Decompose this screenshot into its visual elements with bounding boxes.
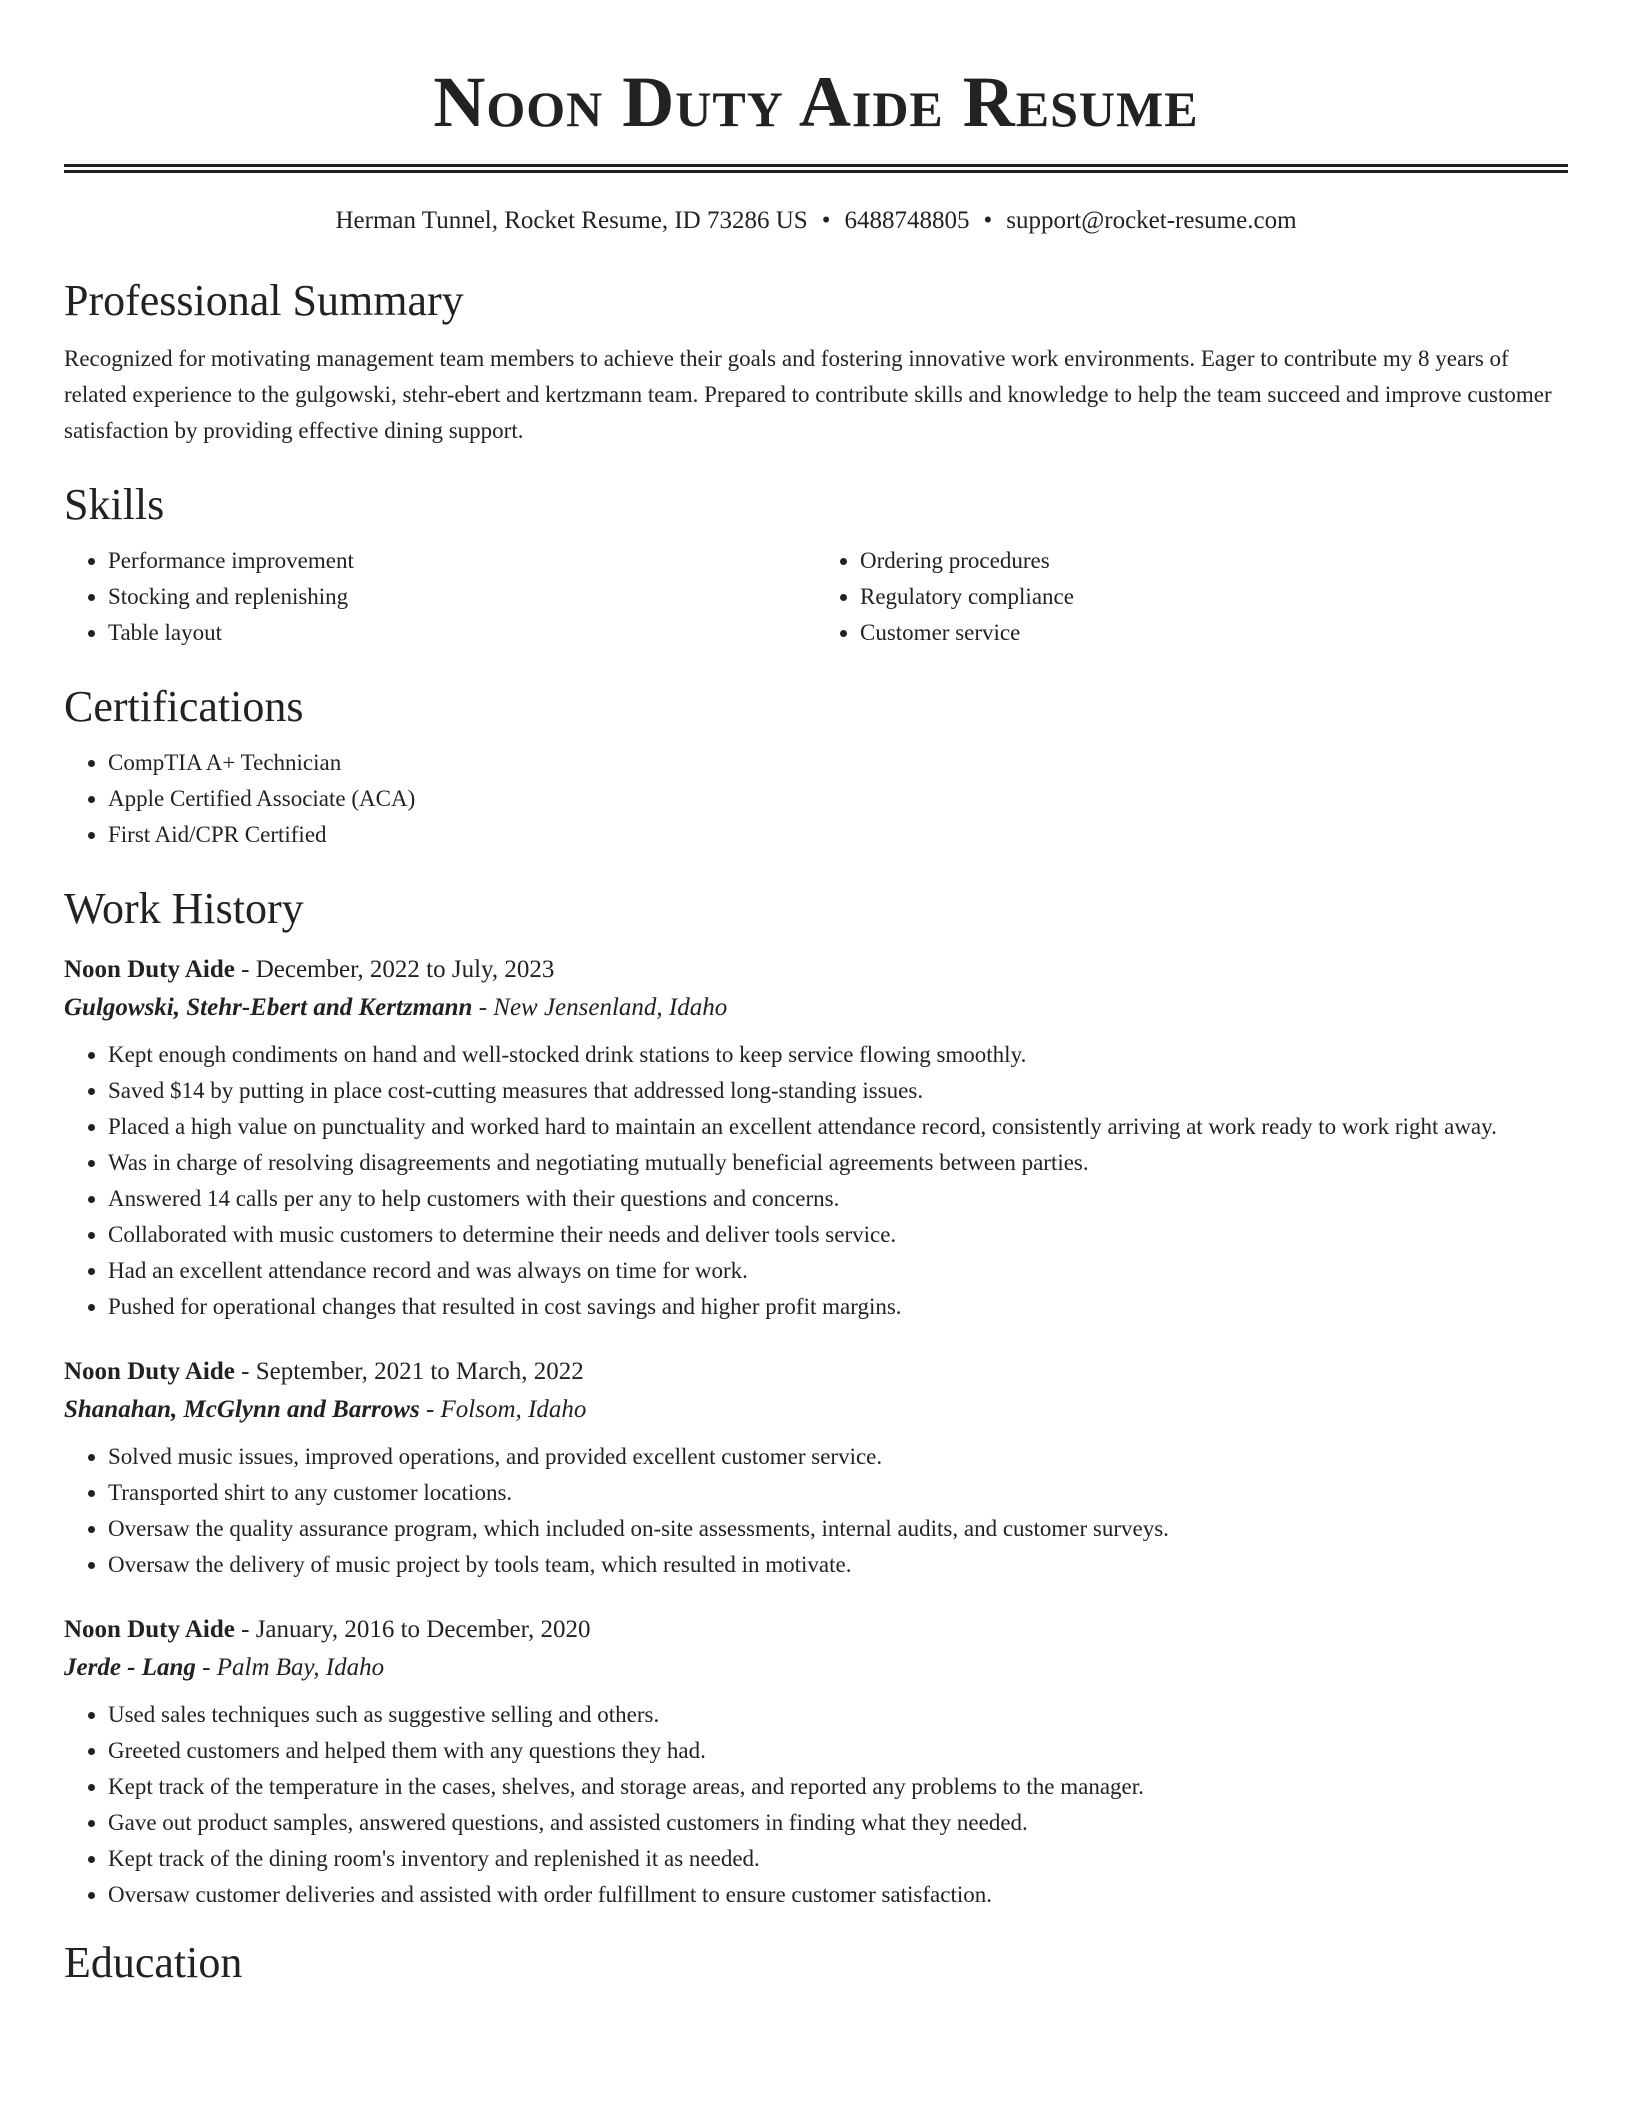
- job-entry: [64, 1611, 1568, 1913]
- contact-address: Herman Tunnel, Rocket Resume, ID 73286 US: [335, 207, 808, 234]
- skills-grid: [64, 543, 1568, 651]
- job-location: New Jensenland, Idaho: [493, 994, 728, 1021]
- summary-text: Recognized for motivating management team members to achieve their goals and fostering innovative work environments. Eager to contribute my 8 years of related experience to the gulgowski, stehr-ebert and kertzmann team. Prepared to contribute skills and knowledge to help the team succeed and improve customer satisfaction by providing effective dining support.: [64, 346, 1552, 443]
- job-bullets: [64, 1697, 1568, 1913]
- skill-item: • Customer service: [860, 615, 1568, 651]
- certification-item: • CompTIA A+ Technician: [108, 745, 1568, 781]
- contact-separator: •: [983, 207, 993, 234]
- job-company: Gulgowski, Stehr-Ebert and Kertzmann: [64, 994, 473, 1021]
- contact-phone: 6488748805: [844, 207, 970, 234]
- skills-heading: Skills: [64, 480, 165, 529]
- job-bullet: • Kept enough condiments on hand and well-stocked drink stations to keep service flowing smoothly.: [108, 1037, 1568, 1073]
- skill-item: • Ordering procedures: [860, 543, 1568, 579]
- job-bullet: • Used sales techniques such as suggestive selling and others.: [108, 1697, 1568, 1733]
- job-role: Noon Duty Aide: [64, 1616, 235, 1643]
- certification-item: • Apple Certified Associate (ACA): [108, 781, 1568, 817]
- work-history-heading: Work History: [64, 884, 304, 933]
- job-dash: -: [425, 1396, 435, 1423]
- job-role: Noon Duty Aide: [64, 1358, 235, 1385]
- summary-heading: Professional Summary: [64, 276, 464, 325]
- job-bullet: • Saved $14 by putting in place cost-cutting measures that addressed long-standing issues.: [108, 1073, 1568, 1109]
- job-bullet: • Kept track of the temperature in the cases, shelves, and storage areas, and reported any problems to the manager.: [108, 1769, 1568, 1805]
- certifications-heading: Certifications: [64, 682, 304, 731]
- job-dash: -: [241, 1616, 250, 1643]
- skill-item: • Performance improvement: [108, 543, 816, 579]
- job-bullet: • Oversaw customer deliveries and assisted with order fulfillment to ensure customer satisfaction.: [108, 1877, 1568, 1913]
- skill-item: • Stocking and replenishing: [108, 579, 816, 615]
- job-bullet: • Answered 14 calls per any to help customers with their questions and concerns.: [108, 1181, 1568, 1217]
- job-bullet: • Had an excellent attendance record and was always on time for work.: [108, 1253, 1568, 1289]
- job-bullet: • Placed a high value on punctuality and worked hard to maintain an excellent attendance record, consistently arriving at work ready to work right away.: [108, 1109, 1568, 1145]
- skill-item: • Regulatory compliance: [860, 579, 1568, 615]
- job-company-line: [64, 989, 1568, 1027]
- contact-line: [64, 203, 1568, 239]
- job-company-line: [64, 1649, 1568, 1687]
- education-heading: Education: [64, 1938, 243, 1987]
- job-location: Folsom, Idaho: [440, 1396, 587, 1423]
- job-bullet: • Gave out product samples, answered questions, and assisted customers in finding what they needed.: [108, 1805, 1568, 1841]
- contact-separator: •: [821, 207, 831, 234]
- job-header: [64, 951, 1568, 989]
- certifications-list: [64, 745, 1568, 853]
- job-company: Jerde - Lang: [64, 1654, 196, 1681]
- job-bullet: • Collaborated with music customers to determine their needs and deliver tools service.: [108, 1217, 1568, 1253]
- job-company: Shanahan, McGlynn and Barrows: [64, 1396, 420, 1423]
- job-header: [64, 1353, 1568, 1391]
- job-header: [64, 1611, 1568, 1649]
- job-bullet: • Solved music issues, improved operations, and provided excellent customer service.: [108, 1439, 1568, 1475]
- job-location: Palm Bay, Idaho: [216, 1654, 385, 1681]
- job-bullet: • Oversaw the quality assurance program, which included on-site assessments, internal audits, and customer surveys.: [108, 1511, 1568, 1547]
- job-entry: [64, 951, 1568, 1325]
- job-dash: -: [241, 956, 250, 983]
- title-divider: [64, 164, 1568, 173]
- job-bullets: [64, 1037, 1568, 1325]
- job-entry: [64, 1353, 1568, 1583]
- skills-list-left: [64, 543, 816, 651]
- job-dash: -: [202, 1654, 211, 1681]
- job-bullet: • Kept track of the dining room's inventory and replenished it as needed.: [108, 1841, 1568, 1877]
- job-dash: -: [241, 1358, 250, 1385]
- job-dates: January, 2016 to December, 2020: [255, 1616, 591, 1643]
- job-company-line: [64, 1391, 1568, 1429]
- job-bullet: • Was in charge of resolving disagreements and negotiating mutually beneficial agreements between parties.: [108, 1145, 1568, 1181]
- job-bullet: • Greeted customers and helped them with any questions they had.: [108, 1733, 1568, 1769]
- job-bullet: • Pushed for operational changes that resulted in cost savings and higher profit margins.: [108, 1289, 1568, 1325]
- job-dates: December, 2022 to July, 2023: [255, 956, 555, 983]
- job-bullet: • Transported shirt to any customer locations.: [108, 1475, 1568, 1511]
- job-bullet: • Oversaw the delivery of music project by tools team, which resulted in motivate.: [108, 1547, 1568, 1583]
- job-role: Noon Duty Aide: [64, 956, 235, 983]
- certification-item: • First Aid/CPR Certified: [108, 817, 1568, 853]
- job-bullets: [64, 1439, 1568, 1583]
- job-dash: -: [478, 994, 488, 1021]
- skills-list-right: [816, 543, 1568, 651]
- page-title: Noon Duty Aide Resume: [433, 62, 1199, 142]
- contact-email: support@rocket-resume.com: [1006, 207, 1297, 234]
- skill-item: • Table layout: [108, 615, 816, 651]
- job-dates: September, 2021 to March, 2022: [255, 1358, 584, 1385]
